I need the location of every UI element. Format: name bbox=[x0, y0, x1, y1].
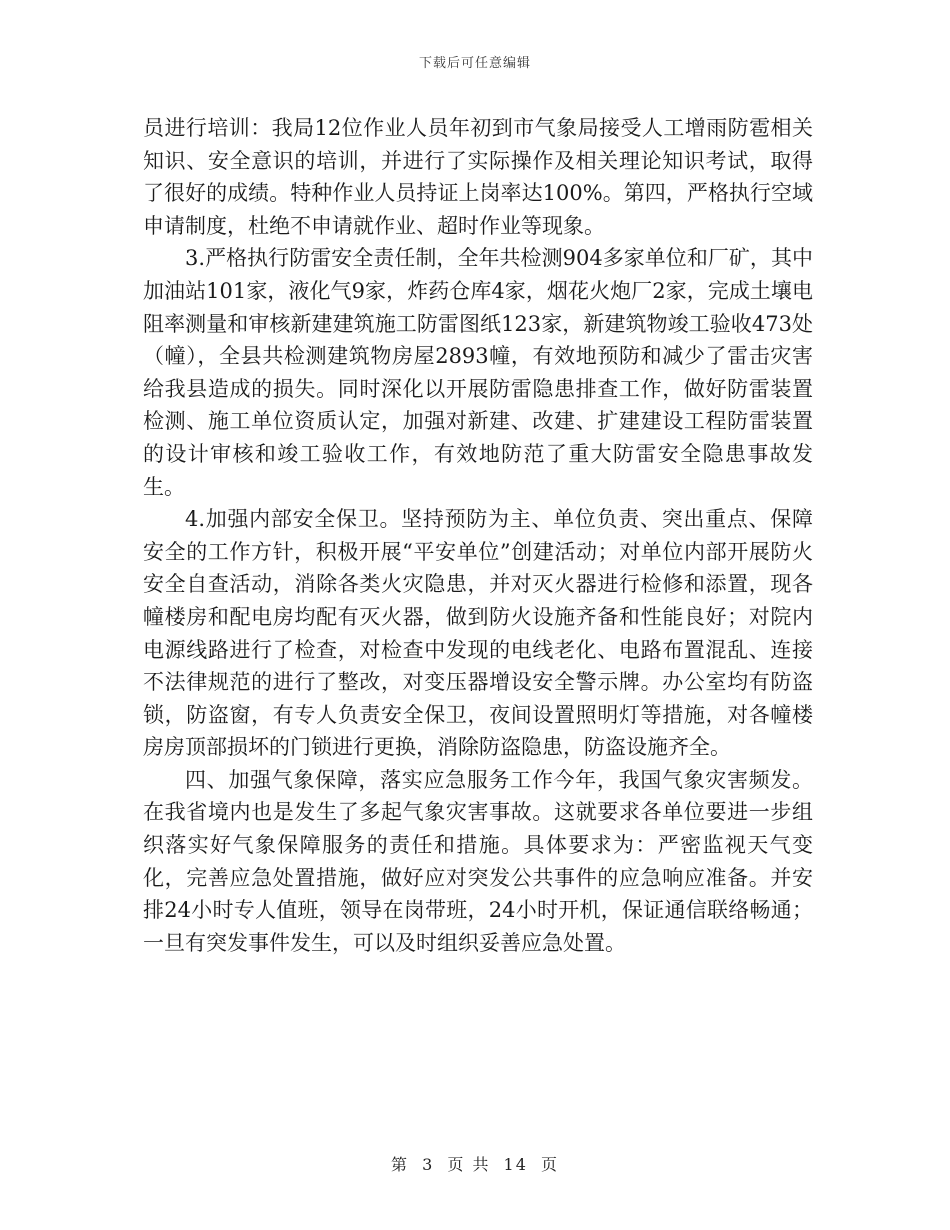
document-body bbox=[143, 112, 813, 959]
page-footer bbox=[0, 1152, 950, 1175]
paragraph-internal-security: 4.加强内部安全保卫。坚持预防为主、单位负责、突出重点、保障安全的工作方针，积极开展“平安单位”创建活动；对单位内部开展防火安全自查活动，消除各类火灾隐患，并对灭火器进行检修和添置，现各幢楼房和配电房均配有灭火器，做到防火设施齐备和性能良好；对院内电源线路进行了检查，对检查中发现的电线老化、电路布置混乱、连接不法律规范的进行了整改，对变压器增设安全警示牌。办公室均有防盗锁，防盗窗，有专人负责安全保卫，夜间设置照明灯等措施，对各幢楼房房顶部损坏的门锁进行更换，消除防盗隐患，防盗设施齐全。 bbox=[143, 507, 813, 760]
page-header-note: 下载后可任意编辑 bbox=[418, 56, 531, 71]
paragraph-continuation: 员进行培训：我局12位作业人员年初到市气象局接受人工增雨防雹相关知识、安全意识的培训，并进行了实际操作及相关理论知识考试，取得了很好的成绩。特种作业人员持证上岗率达100%。第四，严格执行空域申请制度，杜绝不申请就作业、超时作业等现象。 bbox=[143, 116, 813, 238]
paragraph-emergency-service: 四、加强气象保障，落实应急服务工作今年，我国气象灾害频发。在我省境内也是发生了多起气象灾害事故。这就要求各单位要进一步组织落实好气象保障服务的责任和措施。具体要求为：严密监视天气变化，完善应急处置措施，做好应对突发公共事件的应急响应准备。并安排24小时专人值班，领导在岗带班，24小时开机，保证通信联络畅通；一旦有突发事件发生，可以及时组织妥善应急处置。 bbox=[143, 767, 813, 955]
footer-middle: 页 共 bbox=[447, 1155, 491, 1174]
paragraph-lightning-safety: 3.严格执行防雷安全责任制，全年共检测904多家单位和厂矿，其中加油站101家，液化气9家，炸药仓库4家，烟花火炮厂2家，完成土壤电阻率测量和审核新建建筑施工防雷图纸123家，新建筑物竣工验收473处（幢），全县共检测建筑物房屋2893幢，有效地预防和减少了雷击灾害给我县造成的损失。同时深化以开展防雷隐患排查工作，做好防雷装置检测、施工单位资质认定，加强对新建、改建、扩建建设工程防雷装置的设计审核和竣工验收工作，有效地防范了重大防雷安全隐患事故发生。 bbox=[143, 246, 813, 499]
footer-prefix: 第 bbox=[390, 1155, 409, 1174]
total-page-count: 14 bbox=[503, 1155, 528, 1174]
current-page-number: 3 bbox=[422, 1155, 435, 1174]
footer-suffix: 页 bbox=[541, 1155, 560, 1174]
